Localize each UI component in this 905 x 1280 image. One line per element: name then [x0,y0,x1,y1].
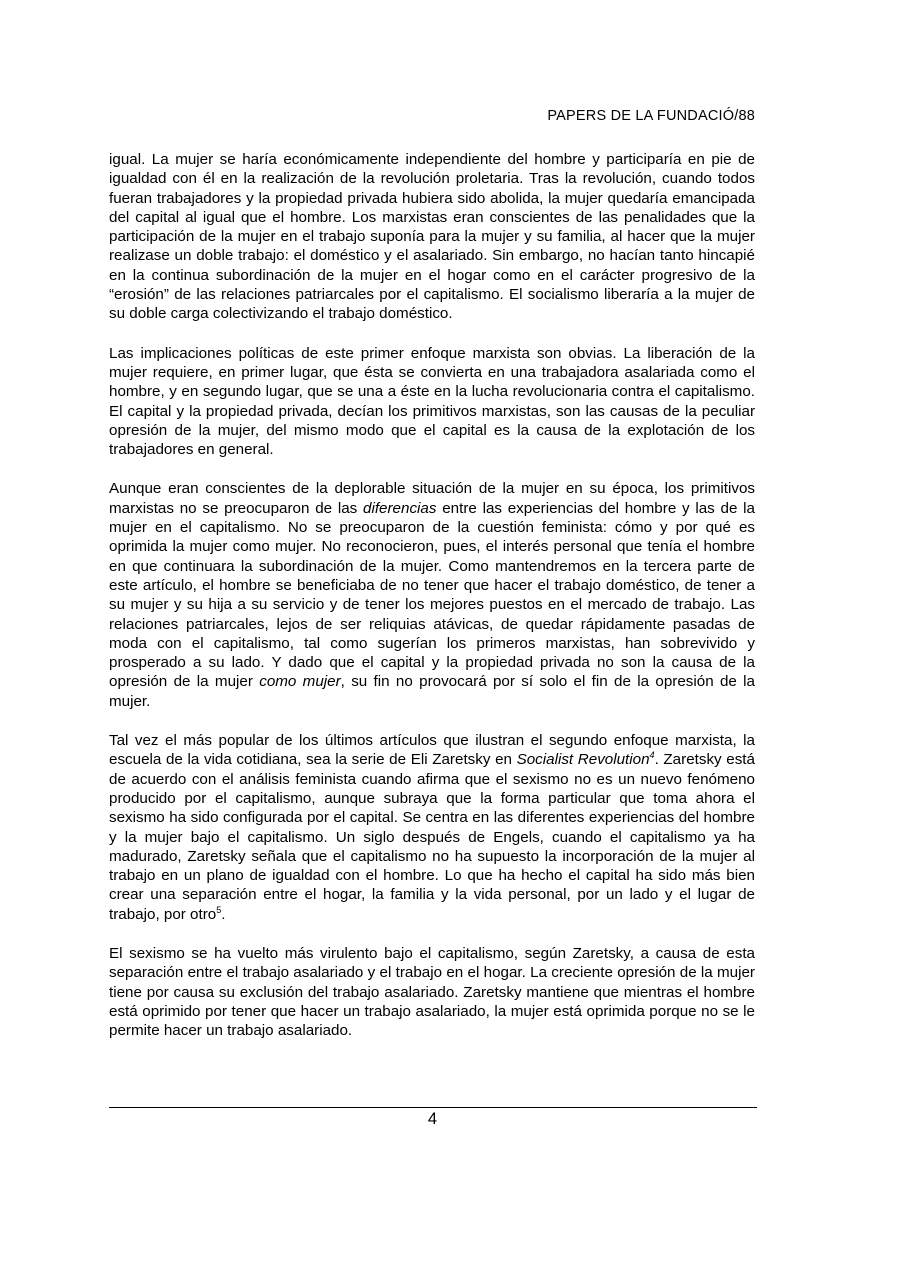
footnote-ref-4: 4 [649,750,655,761]
text-segment: , su fin no provocará por sí solo el fin de la opresión de la mujer. [109,673,755,710]
text-segment: Las implicaciones políticas de este primer enfoque marxista son obvias. La liberación de la mujer requiere, en primer lugar, que ésta se convierta en una trabajadora asalariada como el hombre, y en segundo lugar, que se una a éste en la lucha revolucionaria contra el capitalismo. El capital y la propiedad privada, decían los primitivos marxistas, son las causas de la peculiar opresión de la mujer, del mismo modo que el capital es la causa de la explotación de los trabajadores en general. [109,344,755,459]
emphasis-como-mujer: como mujer [259,673,341,691]
journal-title: Socialist Revolution [516,751,650,769]
paragraph [109,731,755,924]
text-segment: igual. La mujer se haría económicamente independiente del hombre y participaría en pie de igualdad con él en la realización de la revolución proletaria. Tras la revolución, cuando todos fueran trabajadores y la propiedad privada hubiera sido abolida, la mujer quedaría emancipada del capital al igual que el hombre. Los marxistas eran conscientes de las penalidades que la participación de la mujer en el trabajo suponía para la mujer y su familia, al hacer que la mujer realizase un doble trabajo: el doméstico y el asalariado. Sin embargo, no hacían tanto hincapié en la continua subordinación de la mujer en el hogar como en el carácter progresivo de la “erosión” de las relaciones patriarcales por el capitalismo. El socialismo liberaría a la mujer de su doble carga colectivizando el trabajo doméstico. [109,151,755,323]
paragraph [109,150,755,324]
text-segment: . [221,905,226,923]
page-number: 4 [427,1110,438,1128]
paragraph [109,344,755,460]
text-segment: Aunque eran conscientes de la deplorable situación de la mujer en su época, los primitivos marxistas no se preocuparon de las [109,480,755,517]
text-segment: . Zaretsky está de acuerdo con el análisis feminista cuando afirma que el sexismo no es un nuevo fenómeno producido por el capitalismo, aunque subraya que la forma particular que toma ahora el sexismo ha sido configurada por el capital. Se centra en las diferentes experiencias del hombre y la mujer bajo el capitalismo. Un siglo después de Engels, cuando el capitalismo ya ha madurado, Zaretsky señala que el capitalismo no ha supuesto la incorporación de la mujer al trabajo en un plano de igualdad con el hombre. Lo que ha hecho el capital ha sido más bien crear una separación entre el hogar, la familia y la vida personal, por un lado y el lugar de trabajo, por otro [109,751,755,923]
running-header: PAPERS DE LA FUNDACIÓ/88 [547,108,755,124]
text-segment: El sexismo se ha vuelto más virulento bajo el capitalismo, según Zaretsky, a causa de esta separación entre el trabajo asalariado y el trabajo en el hogar. La creciente opresión de la mujer tiene por causa su exclusión del trabajo asalariado. Zaretsky mantiene que mientras el hombre está oprimido por tener que hacer un trabajo asalariado, la mujer está oprimida porque no se le permite hacer un trabajo asalariado. [109,944,755,1040]
footnote-ref-5: 5 [216,904,222,915]
body-text [109,150,755,1060]
paragraph [109,479,755,711]
text-segment: Tal vez el más popular de los últimos artículos que ilustran el segundo enfoque marxista, la escuela de la vida cotidiana, sea la serie de Eli Zaretsky en [109,732,755,769]
footer-rule [109,1107,757,1108]
text-segment: entre las experiencias del hombre y las de la mujer en el capitalismo. No se preocuparon de la cuestión feminista: cómo y por qué es oprimida la mujer como mujer. No reconocieron, pues, el interés personal que tenía el hombre en que continuara la subordinación de la mujer. Como mantendremos en la tercera parte de este artículo, el hombre se beneficiaba de no tener que hacer el trabajo doméstico, de tener a su mujer y su hija a su servicio y de tener los mejores puestos en el mercado de trabajo. Las relaciones patriarcales, lejos de ser reliquias atávicas, de quedar rápidamente pasadas de moda con el capitalismo, tal como sugerían los primeros marxistas, han sobrevivido y prosperado a su lado. Y dado que el capital y la propiedad privada no son la causa de la opresión de la mujer [109,499,755,691]
paragraph [109,944,755,1040]
emphasis-diferencias: diferencias [363,499,437,517]
